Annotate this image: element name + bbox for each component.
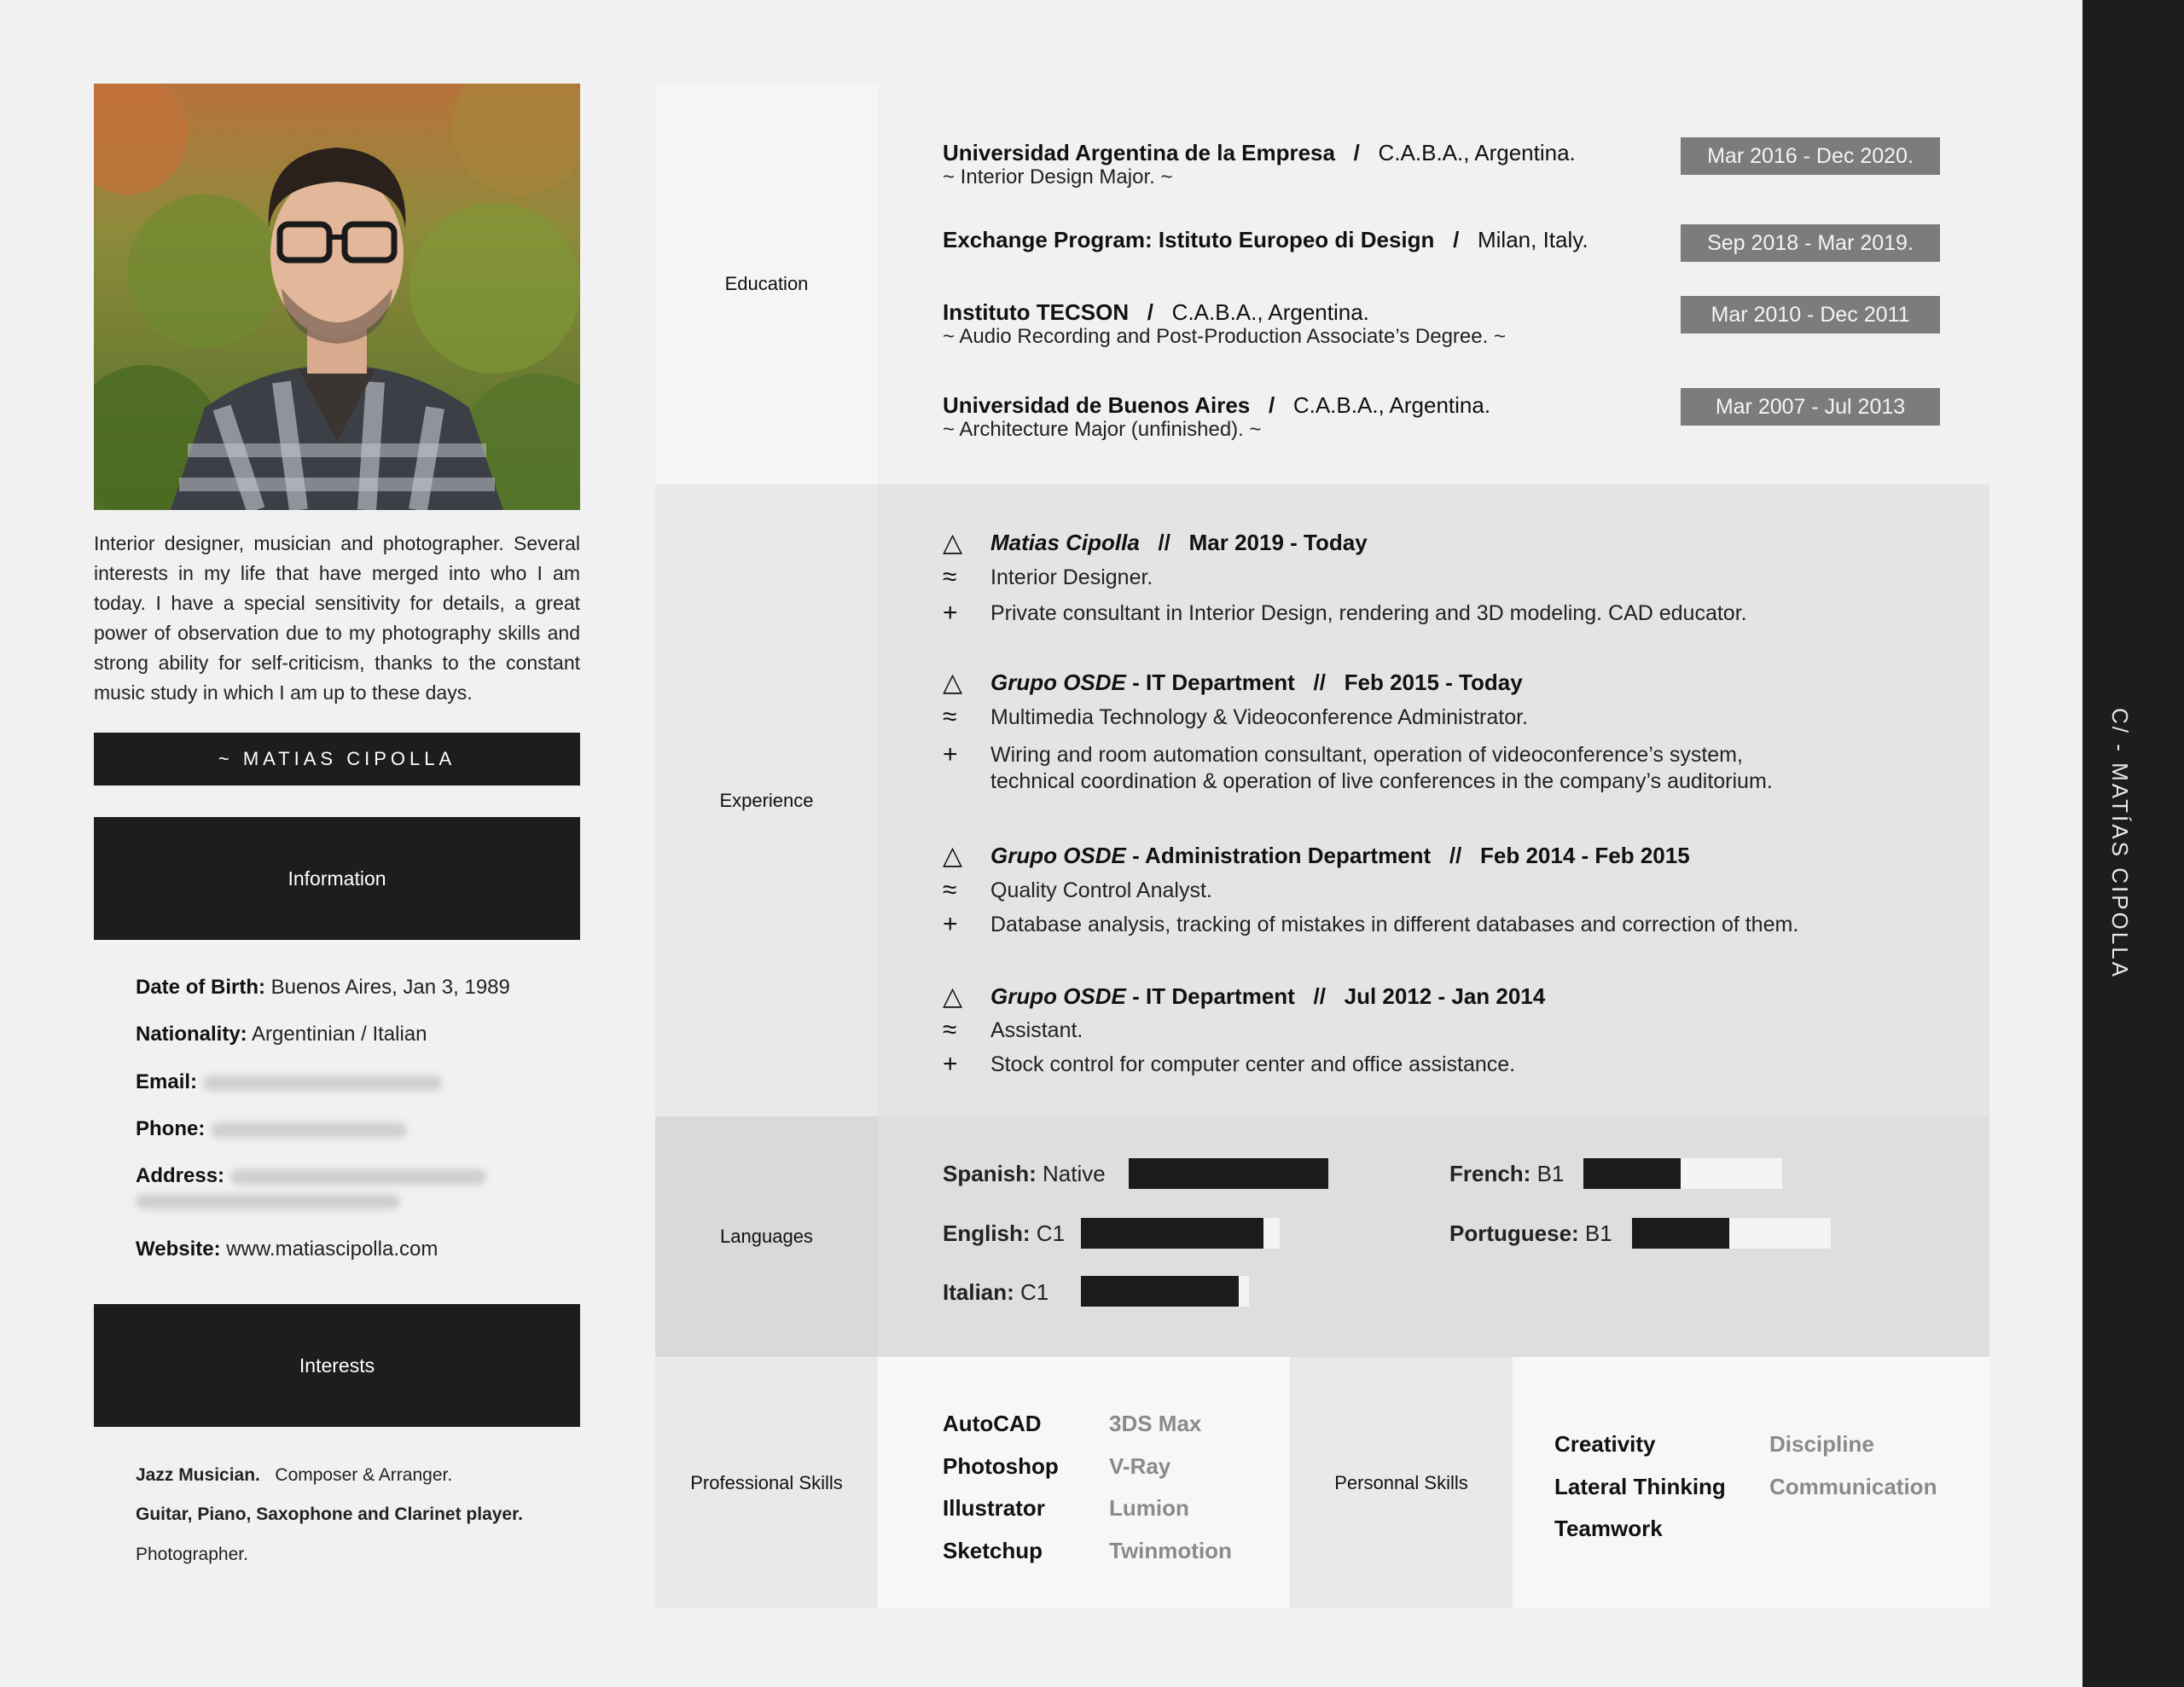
lang-portuguese-fill bbox=[1632, 1218, 1729, 1249]
exp-4-role: Assistant. bbox=[990, 1017, 1083, 1042]
exp-1-slash: // bbox=[1158, 530, 1170, 555]
lang-italian-bar bbox=[1081, 1276, 1249, 1307]
exp-3-role: Quality Control Analyst. bbox=[990, 878, 1212, 902]
edu-1-date: Mar 2016 - Dec 2020. bbox=[1681, 137, 1940, 175]
interest-3-text: Photographer. bbox=[136, 1545, 248, 1564]
languages-label: Languages bbox=[720, 1226, 813, 1247]
interest-line-3 bbox=[136, 1545, 248, 1565]
exp-4-slash: // bbox=[1313, 983, 1326, 1009]
exp-2-role-line bbox=[943, 703, 1528, 732]
skill-discipline: Discipline bbox=[1769, 1431, 1874, 1457]
skill-vray: V-Ray bbox=[1109, 1453, 1171, 1479]
address-label: Address: bbox=[136, 1164, 225, 1187]
edu-4-date: Mar 2007 - Jul 2013 bbox=[1681, 388, 1940, 426]
approx-icon: ≈ bbox=[943, 703, 957, 731]
skill-3dsmax: 3DS Max bbox=[1109, 1411, 1202, 1436]
email-redacted bbox=[203, 1075, 442, 1091]
edu-3-school: Instituto TECSON bbox=[943, 299, 1130, 325]
edu-4-school: Universidad de Buenos Aires bbox=[943, 392, 1251, 418]
info-phone bbox=[136, 1117, 407, 1141]
triangle-icon: △ bbox=[943, 669, 963, 697]
exp-2-company: Grupo OSDE bbox=[990, 670, 1126, 695]
lang-french-fill bbox=[1583, 1158, 1681, 1189]
exp-3-desc: Database analysis, tracking of mistakes in different databases and correction of them. bbox=[990, 912, 1799, 936]
edu-4-sub: ~ Architecture Major (unfinished). ~ bbox=[943, 418, 1262, 441]
right-side-strip bbox=[2082, 0, 2184, 1687]
skill-autocad: AutoCAD bbox=[943, 1411, 1042, 1436]
exp-3-title bbox=[943, 841, 1690, 871]
lang-italian-fill bbox=[1081, 1276, 1239, 1307]
exp-2-role: Multimedia Technology & Videoconference Administrator. bbox=[990, 704, 1528, 729]
dob-label: Date of Birth: bbox=[136, 976, 265, 999]
lang-english-level: C1 bbox=[1036, 1220, 1066, 1246]
exp-2-desc-2: technical coordination & operation of live conferences in the company’s auditorium. bbox=[990, 769, 1773, 793]
exp-1-desc: Private consultant in Interior Design, rendering and 3D modeling. CAD educator. bbox=[990, 600, 1747, 625]
email-label: Email: bbox=[136, 1070, 198, 1093]
edu-3-date: Mar 2010 - Dec 2011 bbox=[1681, 296, 1940, 333]
exp-3-company: Grupo OSDE bbox=[990, 843, 1126, 868]
exp-4-desc: Stock control for computer center and office assistance. bbox=[990, 1052, 1516, 1076]
lang-italian-name: Italian: bbox=[943, 1279, 1014, 1305]
interest-1-text: Composer & Arranger. bbox=[275, 1465, 453, 1485]
lang-portuguese bbox=[1449, 1220, 1612, 1247]
phone-label: Phone: bbox=[136, 1117, 206, 1140]
address-redacted-2 bbox=[136, 1194, 400, 1209]
exp-1-title bbox=[943, 528, 1368, 558]
lang-spanish bbox=[943, 1161, 1106, 1187]
exp-1-period: Mar 2019 - Today bbox=[1188, 530, 1368, 555]
interest-1-bold: Jazz Musician. bbox=[136, 1465, 260, 1485]
triangle-icon: △ bbox=[943, 983, 963, 1011]
lang-spanish-name: Spanish: bbox=[943, 1161, 1037, 1186]
information-header bbox=[94, 817, 580, 940]
lang-portuguese-name: Portuguese: bbox=[1449, 1220, 1579, 1246]
exp-4-desc-line bbox=[943, 1050, 1515, 1079]
education-label: Education bbox=[724, 273, 809, 294]
edu-4-place: C.A.B.A., Argentina. bbox=[1292, 392, 1491, 418]
phone-redacted bbox=[211, 1122, 407, 1138]
address-line-2 bbox=[136, 1194, 400, 1209]
info-address bbox=[136, 1164, 486, 1188]
edu-entry-3 bbox=[943, 299, 1369, 326]
exp-1-desc-line bbox=[943, 599, 1747, 628]
exp-3-dept: - Administration Department bbox=[1132, 843, 1432, 868]
skill-creativity: Creativity bbox=[1554, 1431, 1656, 1457]
edu-1-sub: ~ Interior Design Major. ~ bbox=[943, 165, 1173, 188]
exp-2-slash: // bbox=[1313, 670, 1326, 695]
exp-4-role-line bbox=[943, 1016, 1083, 1045]
plus-icon: + bbox=[943, 910, 958, 938]
skill-sketchup: Sketchup bbox=[943, 1538, 1043, 1563]
lang-italian bbox=[943, 1279, 1048, 1306]
lang-english-name: English: bbox=[943, 1220, 1031, 1246]
approx-icon: ≈ bbox=[943, 876, 957, 904]
skill-photoshop: Photoshop bbox=[943, 1453, 1059, 1479]
skill-communication: Communication bbox=[1769, 1474, 1937, 1499]
exp-2-title bbox=[943, 668, 1523, 698]
lang-french-level: B1 bbox=[1536, 1161, 1565, 1186]
triangle-icon: △ bbox=[943, 842, 963, 870]
edu-3-sub: ~ Audio Recording and Post-Production Associate’s Degree. ~ bbox=[943, 325, 1506, 348]
lang-english bbox=[943, 1220, 1065, 1247]
exp-2-desc-1: Wiring and room automation consultant, operation of videoconference’s system, bbox=[990, 742, 1743, 767]
exp-3-desc-line bbox=[943, 910, 1798, 939]
exp-2-period: Feb 2015 - Today bbox=[1344, 670, 1523, 695]
exp-1-role-line bbox=[943, 563, 1153, 592]
edu-entry-1 bbox=[943, 140, 1576, 166]
exp-2-dept: - IT Department bbox=[1132, 670, 1295, 695]
lang-spanish-level: Native bbox=[1043, 1161, 1106, 1186]
edu-1-place: C.A.B.A., Argentina. bbox=[1378, 140, 1576, 165]
information-title: Information bbox=[288, 867, 386, 890]
edu-2-sep: / bbox=[1453, 227, 1460, 252]
exp-1-company: Matias Cipolla bbox=[990, 530, 1140, 555]
vertical-name: C/ - MATÍAS CIPOLLA bbox=[2107, 708, 2133, 980]
exp-1-role: Interior Designer. bbox=[990, 565, 1153, 589]
pro-skills-label: Professional Skills bbox=[690, 1471, 843, 1493]
info-nationality bbox=[136, 1023, 427, 1046]
profile-photo bbox=[94, 84, 580, 510]
info-dob bbox=[136, 976, 510, 1000]
skill-teamwork: Teamwork bbox=[1554, 1516, 1663, 1541]
interest-line-2 bbox=[136, 1504, 523, 1525]
website-label: Website: bbox=[136, 1238, 221, 1261]
edu-2-school: Exchange Program: Istituto Europeo di Design bbox=[943, 227, 1435, 252]
skill-lateral-thinking: Lateral Thinking bbox=[1554, 1474, 1726, 1499]
lang-spanish-bar bbox=[1129, 1158, 1328, 1189]
nationality-label: Nationality: bbox=[136, 1023, 247, 1046]
interest-line-1 bbox=[136, 1465, 452, 1486]
interests-header bbox=[94, 1304, 580, 1427]
exp-4-company: Grupo OSDE bbox=[990, 983, 1126, 1009]
bio-paragraph: Interior designer, musician and photographer. Several interests in my life that have merged into who I am today. I have a special sensitivity for details, a great power of observation due to my photography skills and strong ability for self-criticism, thanks to the constant music study in which I am up to these days. bbox=[94, 532, 580, 704]
exp-4-title bbox=[943, 982, 1545, 1012]
lang-french-name: French: bbox=[1449, 1161, 1531, 1186]
edu-entry-4 bbox=[943, 392, 1490, 419]
exp-2-desc-line bbox=[943, 740, 1743, 769]
lang-french-bar bbox=[1583, 1158, 1782, 1189]
address-redacted-1 bbox=[230, 1169, 486, 1185]
info-email bbox=[136, 1070, 442, 1094]
lang-english-bar bbox=[1081, 1218, 1280, 1249]
lang-french bbox=[1449, 1161, 1564, 1187]
exp-3-period: Feb 2014 - Feb 2015 bbox=[1480, 843, 1690, 868]
info-website bbox=[136, 1238, 438, 1261]
lang-english-fill bbox=[1081, 1218, 1263, 1249]
interests-title: Interests bbox=[299, 1354, 375, 1377]
website-value: www.matiascipolla.com bbox=[226, 1238, 439, 1261]
approx-icon: ≈ bbox=[943, 1016, 957, 1044]
personal-skills-label: Personnal Skills bbox=[1334, 1471, 1468, 1493]
triangle-icon: △ bbox=[943, 529, 963, 557]
skill-lumion: Lumion bbox=[1109, 1495, 1189, 1521]
plus-icon: + bbox=[943, 740, 958, 768]
signature-bar bbox=[94, 733, 580, 786]
edu-1-school: Universidad Argentina de la Empresa bbox=[943, 140, 1335, 165]
edu-entry-2 bbox=[943, 227, 1589, 253]
edu-4-sep: / bbox=[1268, 392, 1275, 418]
lang-portuguese-bar bbox=[1632, 1218, 1831, 1249]
exp-3-role-line bbox=[943, 876, 1212, 905]
approx-icon: ≈ bbox=[943, 563, 957, 591]
dob-value: Buenos Aires, Jan 3, 1989 bbox=[270, 976, 510, 999]
skill-twinmotion: Twinmotion bbox=[1109, 1538, 1232, 1563]
exp-4-dept: - IT Department bbox=[1132, 983, 1295, 1009]
experience-label: Experience bbox=[719, 789, 814, 811]
edu-2-place: Milan, Italy. bbox=[1477, 227, 1589, 252]
exp-3-slash: // bbox=[1449, 843, 1462, 868]
plus-icon: + bbox=[943, 599, 958, 627]
lang-spanish-fill bbox=[1129, 1158, 1328, 1189]
nationality-value: Argentinian / Italian bbox=[252, 1023, 427, 1046]
skill-illustrator: Illustrator bbox=[943, 1495, 1045, 1521]
edu-2-date: Sep 2018 - Mar 2019. bbox=[1681, 224, 1940, 262]
plus-icon: + bbox=[943, 1050, 958, 1078]
lang-portuguese-level: B1 bbox=[1584, 1220, 1612, 1246]
interest-2-bold: Guitar, Piano, Saxophone and Clarinet player. bbox=[136, 1504, 523, 1524]
edu-1-sep: / bbox=[1353, 140, 1360, 165]
portrait-image bbox=[94, 84, 580, 510]
lang-italian-level: C1 bbox=[1020, 1279, 1049, 1305]
edu-3-sep: / bbox=[1147, 299, 1153, 325]
signature-text: ~ MATIAS CIPOLLA bbox=[218, 748, 456, 769]
edu-3-place: C.A.B.A., Argentina. bbox=[1171, 299, 1369, 325]
pro-skills-content-bg bbox=[878, 1357, 1290, 1609]
exp-4-period: Jul 2012 - Jan 2014 bbox=[1344, 983, 1546, 1009]
